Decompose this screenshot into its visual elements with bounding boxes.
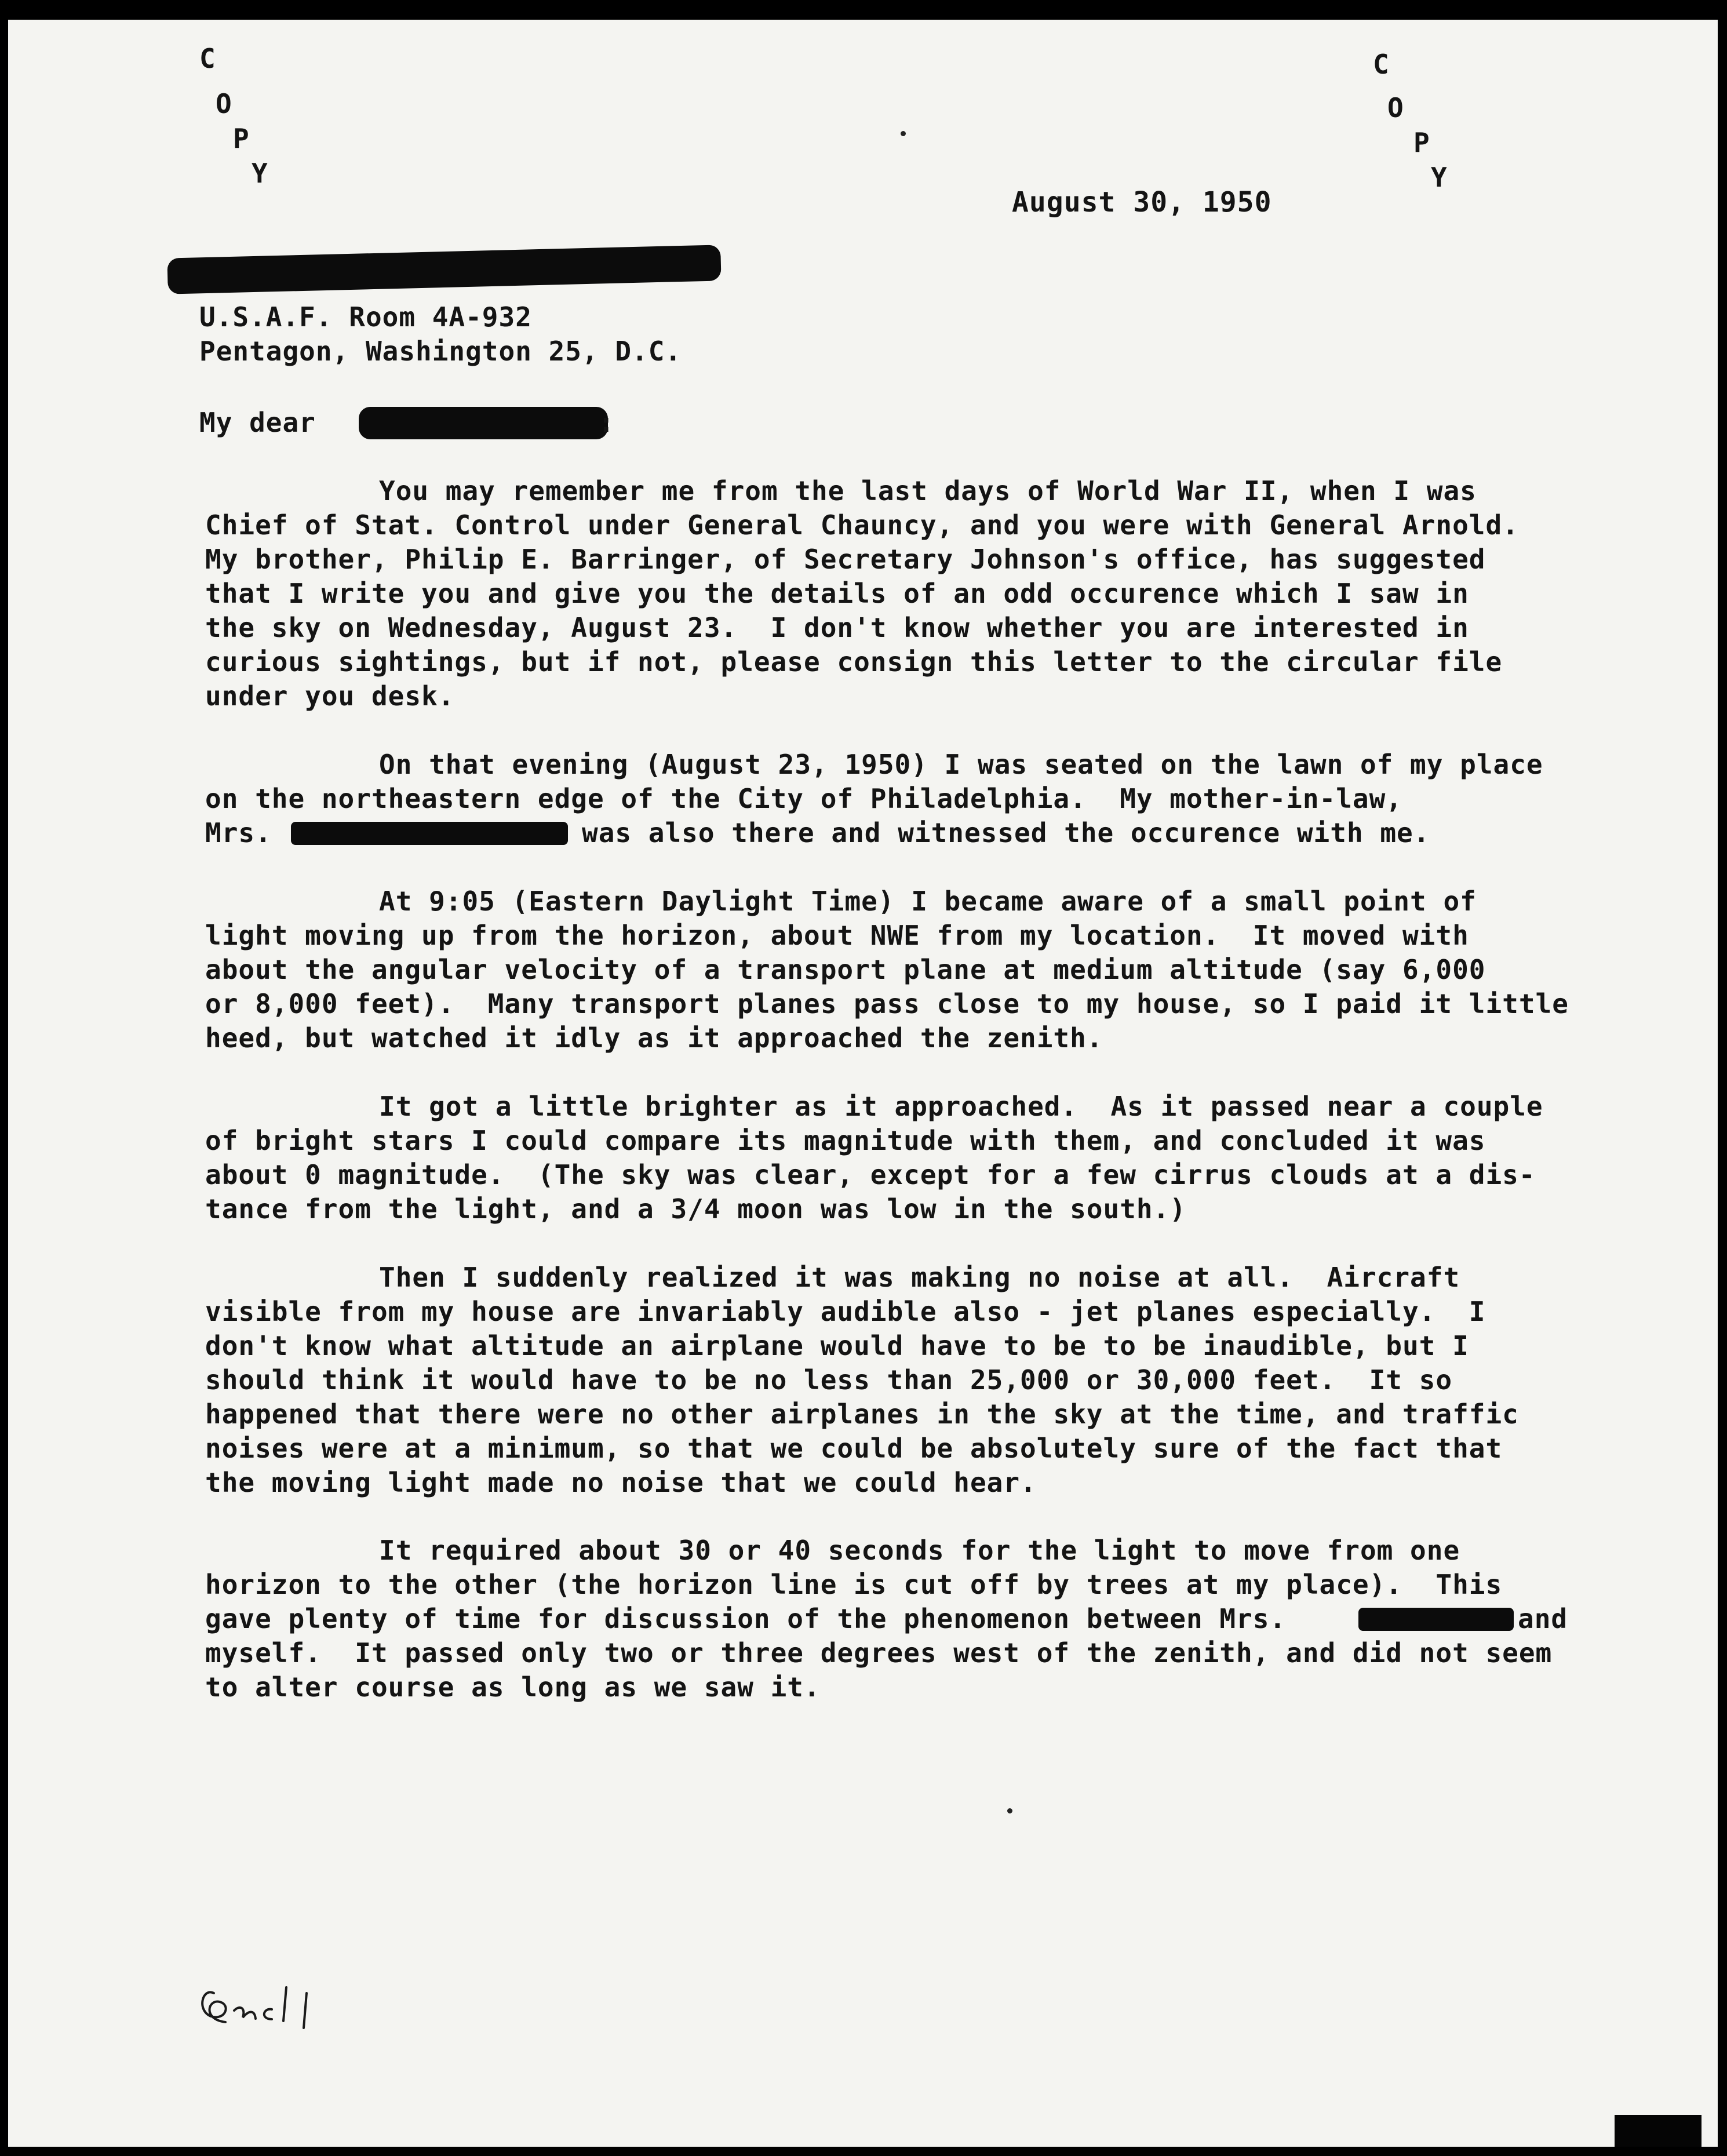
paragraph-line: happened that there were no other airplanes in the sky at the time, and traffic xyxy=(205,1399,1519,1430)
paragraph-line: light moving up from the horizon, about NWE from my location. It moved with xyxy=(205,920,1469,951)
paragraph-line: Mrs. xyxy=(205,817,272,848)
paragraph-line: was also there and witnessed the occurence with me. xyxy=(582,817,1430,848)
paragraph-line: of bright stars I could compare its magnitude with them, and concluded it was xyxy=(205,1125,1486,1156)
address-line-2: Pentagon, Washington 25, D.C. xyxy=(199,336,682,367)
paragraph-line: about 0 magnitude. (The sky was clear, except for a few cirrus clouds at a dis- xyxy=(205,1159,1536,1190)
paragraph-line: tance from the light, and a 3/4 moon was low in the south.) xyxy=(205,1193,1186,1225)
copy-stamp-right-p: P xyxy=(1413,127,1430,158)
paragraph-line: that I write you and give you the details of an odd occurence which I saw in xyxy=(205,578,1469,609)
paper-speck xyxy=(1007,1808,1012,1813)
paragraph-line: to alter course as long as we saw it. xyxy=(205,1671,821,1703)
paragraph-line: You may remember me from the last days of World War II, when I was xyxy=(379,475,1477,507)
paragraph-line: It required about 30 or 40 seconds for the light to move from one xyxy=(379,1535,1460,1566)
paragraph-line: or 8,000 feet). Many transport planes pass close to my house, so I paid it little xyxy=(205,988,1569,1019)
copy-stamp-right-y: Y xyxy=(1431,162,1447,193)
paragraph-line: On that evening (August 23, 1950) I was seated on the lawn of my place xyxy=(379,749,1543,780)
paragraph-line: don't know what altitude an airplane would have to be to be inaudible, but I xyxy=(205,1330,1469,1361)
paper-speck xyxy=(901,131,906,136)
paragraph-line: the sky on Wednesday, August 23. I don't know whether you are interested in xyxy=(205,612,1469,643)
document-page xyxy=(8,20,1718,2147)
copy-stamp-right-o: O xyxy=(1387,92,1404,123)
copy-stamp-right-c: C xyxy=(1373,49,1389,80)
paragraph-line: curious sightings, but if not, please consign this letter to the circular file xyxy=(205,646,1503,678)
paragraph-line: Chief of Stat. Control under General Chauncy, and you were with General Arnold. xyxy=(205,509,1519,541)
paragraph-line: should think it would have to be no less than 25,000 or 30,000 feet. It so xyxy=(205,1364,1453,1396)
paragraph-line: horizon to the other (the horizon line is cut off by trees at my place). This xyxy=(205,1569,1503,1600)
paragraph-line: visible from my house are invariably audible also - jet planes especially. I xyxy=(205,1296,1486,1327)
paragraph-line: under you desk. xyxy=(205,680,455,712)
address-line-1: U.S.A.F. Room 4A-932 xyxy=(199,301,532,333)
redaction-mrs-name xyxy=(1358,1608,1514,1631)
salutation-punct: : xyxy=(598,407,615,438)
salutation: My dear xyxy=(199,407,316,438)
paragraph-line: Then I suddenly realized it was making no noise at all. Aircraft xyxy=(379,1262,1460,1293)
paragraph-line: heed, but watched it idly as it approached the zenith. xyxy=(205,1022,1103,1054)
paragraph-line: gave plenty of time for discussion of the phenomenon between Mrs. xyxy=(205,1603,1287,1634)
letter-date: August 30, 1950 xyxy=(1012,186,1272,218)
paragraph-line: It got a little brighter as it approached. As it passed near a couple xyxy=(379,1091,1543,1122)
handwritten-annotation xyxy=(191,1976,365,2034)
copy-stamp-left-o: O xyxy=(216,88,232,119)
paragraph-line: the moving light made no noise that we could hear. xyxy=(205,1467,1037,1498)
scan-clip-mark xyxy=(1615,2115,1702,2147)
paragraph-line: myself. It passed only two or three degrees west of the zenith, and did not seem xyxy=(205,1637,1553,1669)
paragraph-line: about the angular velocity of a transport plane at medium altitude (say 6,000 xyxy=(205,954,1486,985)
paragraph-line: At 9:05 (Eastern Daylight Time) I became aware of a small point of xyxy=(379,886,1477,917)
paragraph-line: and xyxy=(1518,1603,1568,1634)
paragraph-line: noises were at a minimum, so that we could be absolutely sure of the fact that xyxy=(205,1433,1503,1464)
paragraph-line: My brother, Philip E. Barringer, of Secretary Johnson's office, has suggested xyxy=(205,544,1486,575)
redaction-mother-in-law xyxy=(291,822,568,845)
copy-stamp-left-y: Y xyxy=(252,158,268,189)
redaction-recipient xyxy=(167,245,721,294)
copy-stamp-left-p: P xyxy=(233,123,249,154)
copy-stamp-left-c: C xyxy=(199,43,216,74)
paragraph-line: on the northeastern edge of the City of Philadelphia. My mother-in-law, xyxy=(205,783,1402,814)
redaction-salutation-name xyxy=(359,407,608,439)
